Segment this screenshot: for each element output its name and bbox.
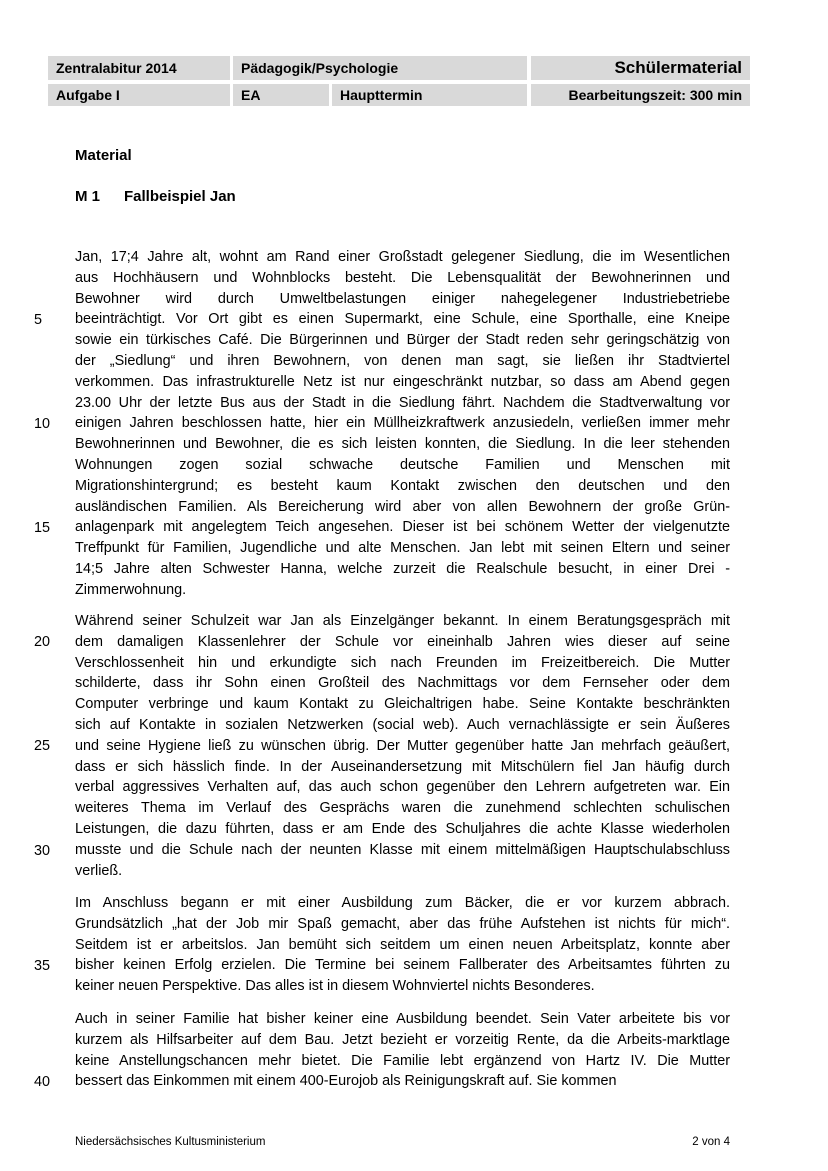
text-line: Computer verbringe und kaum Kontakt zu Gleichaltrigen habe. Seine Kontakte beschränkten <box>75 696 730 713</box>
text-line: musste und die Schule nach der neunten Klasse mit einem mittelmäßigen Hauptschulabschluss <box>75 841 730 858</box>
line-number: 10 <box>34 416 51 432</box>
text-line: Wohnungen zogen sozial schwache deutsche Familien und Menschen mit <box>75 456 730 473</box>
text-line: der „Siedlung“ und ihren Bewohnern, von denen man sagt, sie ließen ihr Stadtviertel <box>75 352 730 369</box>
line-number: 5 <box>34 312 43 328</box>
text-line: Treffpunkt für Familien, Jugendliche und alte Menschen. Jan lebt mit seinen Eltern und seiner <box>75 540 730 557</box>
text-line: Zimmerwohnung. <box>75 581 187 598</box>
text-line: Während seiner Schulzeit war Jan als Einzelgänger bekannt. In einem Beratungsgespräch mit <box>75 613 730 629</box>
text-line: schilderte, dass ihr Sohn einen Großteil des Nachmittags vor dem Fernseher oder dem <box>75 675 730 692</box>
line-number: 30 <box>34 843 51 859</box>
text-line: Auch in seiner Familie hat bisher keiner eine Ausbildung beendet. Sein Vater arbeitete bis vor <box>75 1011 730 1027</box>
header-exam: Zentralabitur 2014 <box>48 56 230 80</box>
paragraph-3 <box>75 893 730 997</box>
text-line: 14;5 Jahre alten Schwester Hanna, welche zurzeit die Realschule besucht, in einer Drei - <box>75 560 730 577</box>
text-line: und seine Hygiene ließ zu wünschen übrig. Der Mutter gegenüber hatte Jan mehrfach geäußert, <box>75 737 730 754</box>
material-title: Fallbeispiel Jan <box>124 188 236 205</box>
line-number: 25 <box>34 738 51 754</box>
text-line: dem damaligen Klassenlehrer der Schule vor eineinhalb Jahren wies dieser auf seine <box>75 633 730 650</box>
text-line: verließ. <box>75 862 123 879</box>
header-term: Haupttermin <box>332 84 527 106</box>
section-title: Material <box>75 147 132 164</box>
line-number: 35 <box>34 958 51 974</box>
text-line: beeinträchtigt. Vor Ort gibt es einen Supermarkt, eine Schule, eine Sporthalle, eine Kneipe <box>75 311 730 328</box>
header-level: EA <box>233 84 329 106</box>
text-line: Im Anschluss begann er mit einer Ausbildung zum Bäcker, die er vor kurzem abbrach. <box>75 895 730 911</box>
text-line: Seitdem ist er arbeitslos. Jan bemüht sich seitdem um einen neuen Arbeitsplatz, konnte aber <box>75 936 730 953</box>
text-line: Migrationshintergrund; es besteht kaum Kontakt zwischen den deutschen und den <box>75 477 730 494</box>
text-line: Jan, 17;4 Jahre alt, wohnt am Rand einer Großstadt gelegener Siedlung, die im Wesentlichen <box>75 249 730 265</box>
footer-page-number: 2 von 4 <box>692 1136 730 1148</box>
line-number: 15 <box>34 520 51 536</box>
text-line: keiner neuen Perspektive. Das alles ist in diesem Wohnviertel nichts Besonderes. <box>75 978 595 995</box>
text-line: Bewohnerinnen und Bewohner, die es sich leisten konnten, die Siedlung. In die leer stehenden <box>75 436 730 453</box>
text-line: weiteres Thema im Verlauf des Gesprächs waren die zunehmend schlechten schulischen <box>75 800 730 817</box>
text-line: Leistungen, die dazu führten, dass er am Ende des Schuljahres die achte Klasse wiederholen <box>75 820 730 837</box>
material-number: M 1 <box>75 188 101 205</box>
line-number: 40 <box>34 1074 51 1090</box>
text-line: verbal aggressives Verhalten auf, das auch schon gegenüber den Lehrern aufgetreten war. Ein <box>75 779 730 796</box>
footer-publisher: Niedersächsisches Kultusministerium <box>75 1136 266 1148</box>
text-line: sowie ein türkisches Café. Die Bürgerinnen und Bürger der Stadt reden sehr geringschätzig von <box>75 332 730 349</box>
header-task: Aufgabe I <box>48 84 230 106</box>
header-material-type: Schülermaterial <box>531 56 750 80</box>
text-line: anlagenpark mit angelegtem Teich angesehen. Dieser ist bei schönem Wetter der vielgenutzte <box>75 519 730 536</box>
text-line: aus Hochhäusern und Wohnblocks besteht. Die Lebensqualität der Bewohnerinnen und <box>75 269 730 286</box>
paragraph-4 <box>75 1009 730 1092</box>
text-line: dass er sich hässlich finde. In der Auseinandersetzung mit Mitschülern fiel Jan häufig durch <box>75 758 730 775</box>
text-line: verkommen. Das infrastrukturelle Netz ist nur eingeschränkt nutzbar, so dass am Abend gegen <box>75 373 730 390</box>
text-line: bessert das Einkommen mit einem 400-Eurojob als Reinigungskraft auf. Sie kommen <box>75 1073 617 1090</box>
text-line: ausländischen Familien. Als Bereicherung wird aber von allen Bewohnern der große Grün- <box>75 498 730 515</box>
text-line: kurzem als Hilfsarbeiter auf dem Bau. Jetzt bezieht er vorzeitig Rente, da die Arbeits-marktlage <box>75 1031 730 1048</box>
text-line: 23.00 Uhr der letzte Bus aus der Stadt in die Siedlung fährt. Nachdem die Stadtverwaltung vor <box>75 394 730 411</box>
text-line: sich auf Kontakte in sozialen Netzwerken (social web). Auch vernachlässigte er sein Äußeres <box>75 716 730 733</box>
line-number: 20 <box>34 634 51 650</box>
header-duration: Bearbeitungszeit: 300 min <box>531 84 750 106</box>
header-subject: Pädagogik/Psychologie <box>233 56 527 80</box>
text-line: Verschlossenheit hin und erkundigte sich nach Freunden im Freizeitbereich. Die Mutter <box>75 654 730 671</box>
text-line: Bewohner wird durch Umweltbelastungen einiger nahegelegener Industriebetriebe <box>75 290 730 307</box>
paragraph-2 <box>75 611 730 881</box>
text-line: Grundsätzlich „hat der Job mir Spaß gemacht, aber das frühe Aufstehen ist nichts für mich“. <box>75 915 730 932</box>
text-line: keine Anstellungschancen mehr bietet. Die Familie lebt ergänzend von Hartz IV. Die Mutter <box>75 1052 730 1069</box>
text-line: einigen Jahren beschlossen hatte, hier ein Müllheizkraftwerk anzusiedeln, verließen immer mehr <box>75 415 730 432</box>
text-line: bisher keinen Erfolg erzielen. Die Termine bei seinem Fallberater des Arbeitsamtes führten zu <box>75 957 730 974</box>
paragraph-1 <box>75 247 730 601</box>
